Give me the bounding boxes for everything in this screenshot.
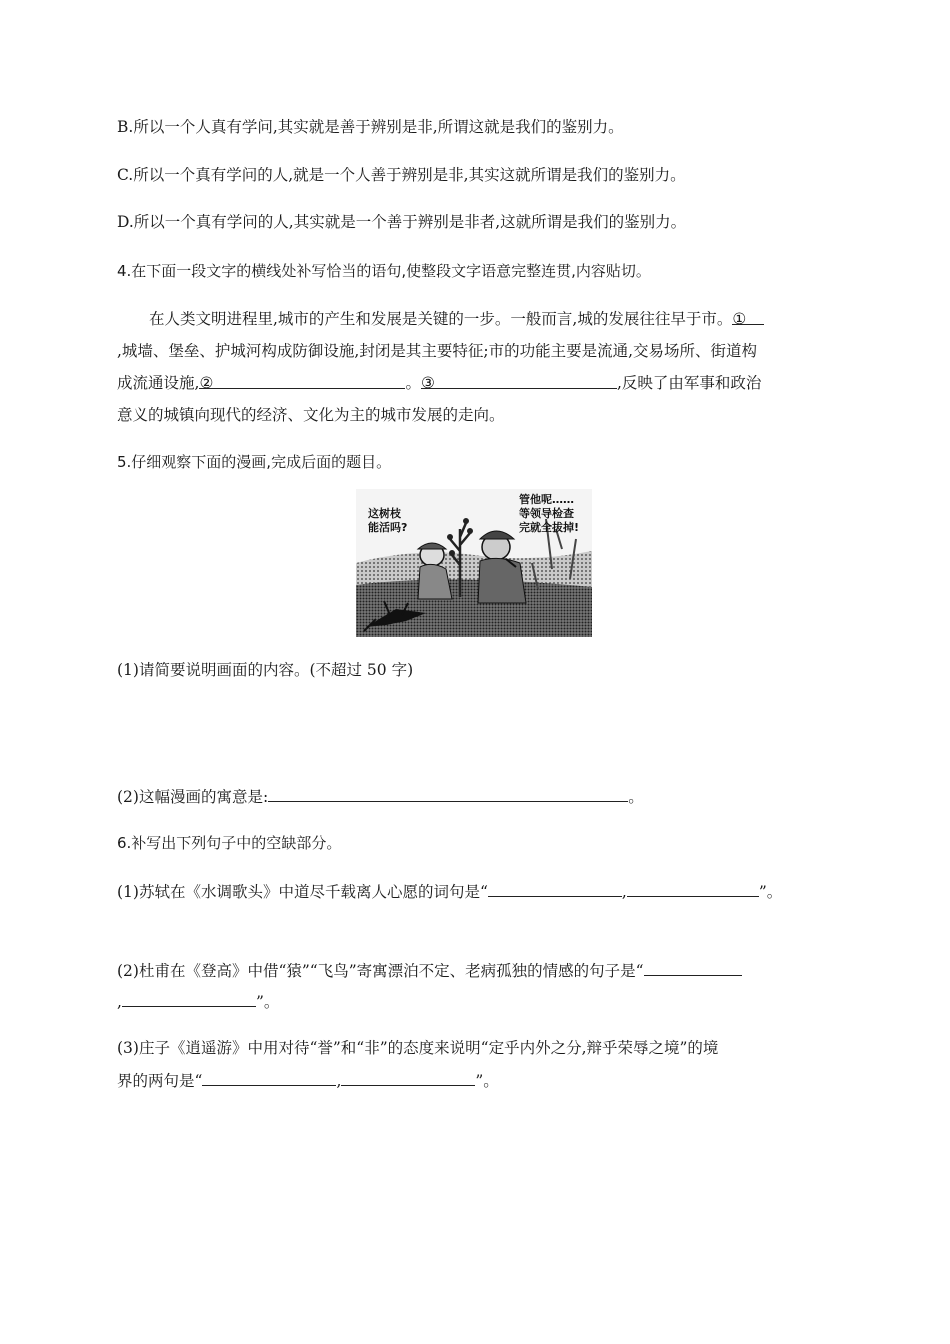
option-c: C.所以一个真有学问的人,就是一个人善于辨别是非,其实这就所谓是我们的鉴别力。	[117, 166, 686, 184]
blank-6-1-b[interactable]	[627, 881, 759, 897]
blank-6-2-a[interactable]	[644, 960, 742, 976]
q6-text: ,	[621, 883, 627, 901]
bubble-right-line: 等领导检查	[519, 507, 574, 520]
q4-paragraph-line-4: 意义的城镇向现代的经济、文化为主的城市发展的走向。	[117, 406, 505, 424]
blank-3[interactable]	[420, 373, 617, 392]
q6-text: ”。	[475, 1072, 499, 1090]
question-4-stem: 4.在下面一段文字的横线处补写恰当的语句,使整段文字语意完整连贯,内容贴切。	[117, 262, 651, 280]
bubble-left-line: 这树枝	[368, 507, 401, 520]
q6-item-1	[117, 881, 782, 902]
blank-1[interactable]	[732, 309, 764, 328]
q6-text: ,	[336, 1072, 342, 1090]
q5-subquestion-2	[117, 786, 644, 807]
q6-text: 界的两句是“	[117, 1072, 203, 1090]
option-d: D.所以一个真有学问的人,其实就是一个善于辨别是非者,这就所谓是我们的鉴别力。	[117, 213, 687, 231]
meaning-blank[interactable]	[268, 786, 628, 802]
blank-3-marker: ③	[420, 374, 435, 392]
q4-paragraph-line-2: ,城墙、堡垒、护城河构成防御设施,封闭是其主要特征;市的功能主要是流通,交易场所、街道构	[117, 342, 758, 360]
question-6-stem: 6.补写出下列句子中的空缺部分。	[117, 834, 342, 852]
q4-text: 成流通设施,	[117, 374, 200, 392]
blank-6-3-a[interactable]	[202, 1070, 336, 1086]
blank-6-2-b[interactable]	[122, 991, 256, 1007]
q6-text: ”。	[758, 883, 783, 901]
q6-item-2-line-2	[117, 991, 279, 1012]
option-b: B.所以一个人真有学问,其实就是善于辨别是非,所谓这就是我们的鉴别力。	[117, 118, 624, 136]
q6-text: ,	[117, 993, 122, 1011]
bubble-left-line: 能活吗?	[368, 521, 408, 534]
q4-text: ,反映了由军事和政治	[616, 374, 762, 392]
q6-item-3-line-1: (3)庄子《逍遥游》中用对待“誉”和“非”的态度来说明“定乎内外之分,辩乎荣辱之境”的境	[117, 1039, 719, 1057]
q6-item-2-line-1	[117, 960, 742, 981]
q6-item-3-line-2	[117, 1070, 499, 1091]
q4-text: 。	[405, 374, 421, 392]
q5-subquestion-1: (1)请简要说明画面的内容。(不超过 50 字)	[117, 661, 414, 679]
q4-paragraph-line-3	[117, 373, 761, 393]
bubble-right-line: 管他呢……	[519, 493, 574, 506]
q5-text: (2)这幅漫画的寓意是:	[117, 788, 269, 806]
blank-2[interactable]	[199, 373, 405, 392]
q6-text: ”。	[255, 993, 280, 1011]
question-5-stem: 5.仔细观察下面的漫画,完成后面的题目。	[117, 453, 392, 471]
q4-text: 在人类文明进程里,城市的产生和发展是关键的一步。一般而言,城的发展往往早于市。	[149, 310, 733, 328]
speech-bubble-right	[519, 493, 579, 535]
q4-paragraph-line-1	[149, 309, 764, 329]
cartoon-image	[356, 489, 592, 637]
blank-6-3-b[interactable]	[341, 1070, 475, 1086]
q6-text: (1)苏轼在《水调歌头》中道尽千载离人心愿的词句是“	[117, 883, 488, 901]
speech-bubble-left	[368, 507, 407, 535]
blank-1-marker: ①	[732, 310, 747, 328]
bubble-right-line: 完就全拔掉!	[519, 521, 580, 534]
q6-text: (2)杜甫在《登高》中借“猿”“飞鸟”寄寓漂泊不定、老病孤独的情感的句子是“	[117, 962, 644, 980]
blank-6-1-a[interactable]	[488, 881, 622, 897]
q5-text: 。	[628, 788, 644, 806]
blank-2-marker: ②	[199, 374, 214, 392]
